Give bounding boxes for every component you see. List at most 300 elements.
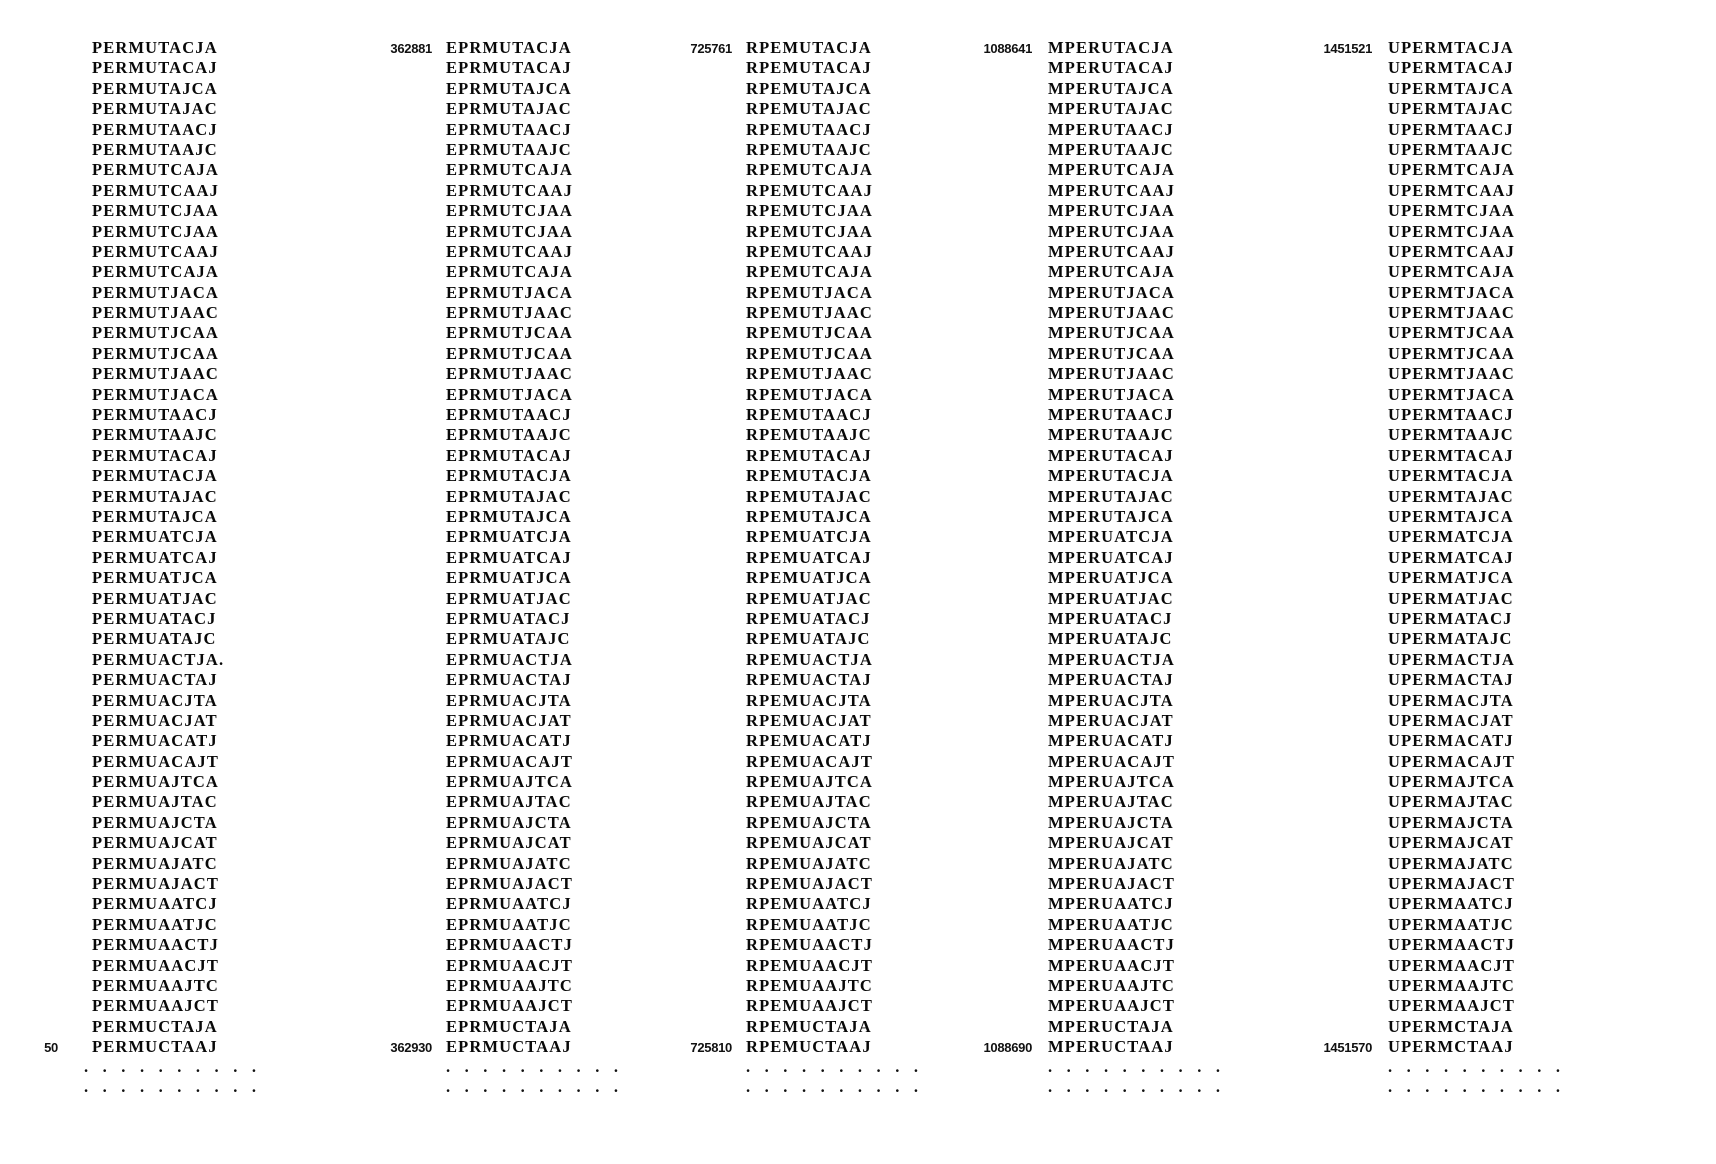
permutation-word: UPERMAAJCT [1388,996,1515,1016]
permutation-word: UPERMACTAJ [1388,670,1514,690]
listing-row [640,446,940,466]
listing-row [1280,283,1660,303]
listing-row [0,752,340,772]
permutation-word: RPEMUTAACJ [746,405,872,425]
permutation-word: UPERMTAJCA [1388,506,1514,526]
permutation-word: UPERMTAAJC [1388,139,1514,159]
listing-row [640,140,940,160]
permutation-word: PERMUAJCTA [92,812,218,832]
continuation-dots [1280,1078,1660,1098]
permutation-word: EPRMUAJATC [446,853,572,873]
permutation-word: EPRMUAACJT [446,955,573,975]
permutation-word: UPERMTAACJ [1388,119,1514,139]
listing-row [940,874,1280,894]
listing-row [1280,222,1660,242]
listing-row [640,976,940,996]
permutation-word: RPEMUAJACT [746,874,873,894]
permutation-word: MPERUAJACT [1048,874,1175,894]
permutation-word: MPERUACTAJ [1048,670,1174,690]
listing-row [0,487,340,507]
listing-row [640,833,940,853]
listing-row [1280,79,1660,99]
permutation-word: RPEMUTCAJA [746,262,873,282]
listing-row [640,548,940,568]
permutation-word: EPRMUTJAAC [446,364,573,384]
permutation-word: EPRMUTACAJ [446,58,572,78]
permutation-word: PERMUAJCAT [92,833,218,853]
permutation-word: PERMUTCAAJ [92,241,219,261]
listing-row [340,507,640,527]
permutation-word: EPRMUAJCAT [446,833,572,853]
permutation-word: RPEMUTJACA [746,282,873,302]
permutation-word: PERMUTACJA [92,466,218,486]
listing-row [640,691,940,711]
permutation-word: RPEMUTCAJA [746,160,873,180]
permutation-word: PERMUTAACJ [92,119,218,139]
listing-row [1280,589,1660,609]
listing-row [940,915,1280,935]
permutation-word: PERMUATCJA [92,527,218,547]
permutation-word: MPERUTJACA [1048,384,1175,404]
listing-row [0,344,340,364]
permutation-word: EPRMUTAAJC [446,425,572,445]
listing-row [0,915,340,935]
listing-row [0,548,340,568]
listing-row [940,854,1280,874]
listing-row [340,527,640,547]
permutation-word: MPERUCTAJA [1048,1016,1174,1036]
permutation-word: MPERUACJAT [1048,710,1174,730]
permutation-word: MPERUTJCAA [1048,343,1175,363]
permutation-word: UPERMATAJC [1388,629,1513,649]
permutation-word: PERMUTACAJ [92,445,218,465]
permutation-word: MPERUTJCAA [1048,323,1175,343]
listing-row [340,629,640,649]
permutation-word: MPERUAATJC [1048,914,1174,934]
listing-row [340,242,640,262]
permutation-word: MPERUACAJT [1048,751,1175,771]
continuation-dots [940,1058,1280,1078]
listing-row [640,894,940,914]
listing-row [640,752,940,772]
listing-row [640,58,940,78]
listing-row [340,283,640,303]
row-index: 1451521 [1323,41,1372,56]
permutation-word: EPRMUAATJC [446,914,572,934]
listing-row [0,283,340,303]
permutation-word: UPERMAJTCA [1388,772,1515,792]
listing-row [940,323,1280,343]
listing-row [640,650,940,670]
listing-row [0,731,340,751]
permutation-word: MPERUTCJAA [1048,221,1175,241]
permutation-word: RPEMUATJAC [746,588,872,608]
permutation-word: MPERUATCJA [1048,527,1174,547]
listing-row [0,854,340,874]
listing-row [340,99,640,119]
listing-row [340,711,640,731]
listing-row [640,303,940,323]
listing-row [1280,833,1660,853]
listing-row [940,670,1280,690]
permutation-word: MPERUTJAAC [1048,364,1175,384]
permutation-word: MPERUTAACJ [1048,405,1174,425]
listing-row [340,691,640,711]
listing-row [640,507,940,527]
listing-row [940,711,1280,731]
listing-row [0,242,340,262]
listing-row [640,1017,940,1037]
permutation-word: PERMUATJCA [92,568,218,588]
permutation-word: MPERUATJCA [1048,568,1174,588]
continuation-dots [340,1078,640,1098]
permutation-word: EPRMUTAJAC [446,99,572,119]
listing-row [0,650,340,670]
listing-row [940,1017,1280,1037]
permutation-word: RPEMUTJCAA [746,323,873,343]
permutation-word: EPRMUACATJ [446,731,572,751]
permutation-word: EPRMUTJCAA [446,343,573,363]
permutation-word: EPRMUACJAT [446,710,572,730]
listing-row [940,120,1280,140]
listing-row [0,385,340,405]
listing-row [940,242,1280,262]
permutation-word: MPERUTAJCA [1048,78,1174,98]
permutation-word: EPRMUACTAJ [446,670,572,690]
listing-row [1280,487,1660,507]
listing-row [940,283,1280,303]
listing-row [640,262,940,282]
dots-text: . . . . . . . . . . [746,1076,924,1096]
dots-text: . . . . . . . . . . [84,1056,262,1076]
permutation-word: RPEMUAATCJ [746,894,872,914]
listing-row [0,691,340,711]
listing-row [1280,527,1660,547]
permutation-word: UPERMACJTA [1388,690,1514,710]
listing-row [1280,874,1660,894]
listing-row [0,996,340,1016]
permutation-word: MPERUTCJAA [1048,201,1175,221]
listing-row [640,956,940,976]
permutation-word: RPEMUTACJA [746,466,872,486]
permutation-word: UPERMTCAAJ [1388,241,1515,261]
listing-row [940,507,1280,527]
listing-row [340,364,640,384]
permutation-word: MPERUATJAC [1048,588,1174,608]
listing-row [340,222,640,242]
listing-row [640,792,940,812]
listing-row [1280,568,1660,588]
listing-row [0,833,340,853]
listing-row [640,425,940,445]
permutation-word: UPERMTCAAJ [1388,180,1515,200]
permutation-word: RPEMUTJCAA [746,343,873,363]
permutation-word: EPRMUATJAC [446,588,572,608]
permutation-word: UPERMACTJA [1388,649,1515,669]
dots-text: . . . . . . . . . . [746,1056,924,1076]
permutation-word: RPEMUTCJAA [746,221,873,241]
listing-row [640,629,940,649]
listing-row [340,935,640,955]
listing-row [940,609,1280,629]
permutation-word: EPRMUTJAAC [446,303,573,323]
listing-row [340,201,640,221]
listing-row [1280,242,1660,262]
listing-row [0,711,340,731]
dots-text: . . . . . . . . . . [1388,1056,1566,1076]
listing-row [640,568,940,588]
listing-row [640,120,940,140]
listing-row [1280,160,1660,180]
permutation-word: RPEMUACTJA [746,649,873,669]
permutation-word: PERMUAACJT [92,955,219,975]
permutation-word: EPRMUAACTJ [446,935,573,955]
listing-row [1280,466,1660,486]
permutation-word: RPEMUAAJTC [746,975,873,995]
listing-row [340,650,640,670]
permutation-word: PERMUTCJAA [92,201,219,221]
listing-row [0,894,340,914]
listing-row [940,79,1280,99]
listing-row [340,854,640,874]
permutation-word: PERMUTJAAC [92,364,219,384]
listing-row [340,79,640,99]
listing-row [0,589,340,609]
permutation-word: EPRMUTAJCA [446,78,572,98]
listing-row [0,425,340,445]
listing-row [1280,425,1660,445]
continuation-dots [640,1058,940,1078]
permutation-word: MPERUTACAJ [1048,445,1174,465]
continuation-dots [0,1078,340,1098]
listing-row [340,303,640,323]
permutation-word: UPERMTACJA [1388,38,1514,57]
permutation-word: MPERUAJTAC [1048,792,1174,812]
permutation-word: MPERUATACJ [1048,608,1173,628]
permutation-word: PERMUAJTCA [92,772,219,792]
listing-row [0,140,340,160]
listing-row [0,956,340,976]
listing-row [640,527,940,547]
listing-row [0,38,340,58]
permutation-word: RPEMUAJCAT [746,833,872,853]
permutation-word: RPEMUACAJT [746,751,873,771]
permutation-word: UPERMAATCJ [1388,894,1514,914]
permutation-word: RPEMUCTAAJ [746,1037,872,1057]
listing-row [940,813,1280,833]
listing-row [1280,650,1660,670]
column-1 [0,38,340,1098]
column-3 [640,38,940,1098]
listing-row [640,364,940,384]
listing-row [340,670,640,690]
permutation-word: EPRMUAJTAC [446,792,572,812]
listing-row [340,58,640,78]
listing-row [0,507,340,527]
permutation-word: PERMUTAJAC [92,486,218,506]
listing-row [640,99,940,119]
listing-row [640,160,940,180]
listing-row [940,568,1280,588]
permutation-word: PERMUTJACA [92,384,219,404]
listing-row [1280,813,1660,833]
listing-row [940,935,1280,955]
permutation-word: EPRMUTJCAA [446,323,573,343]
permutation-word: UPERMTCJAA [1388,201,1515,221]
listing-row [340,262,640,282]
permutation-word: PERMUACTJA. [92,649,225,669]
listing-row [0,405,340,425]
permutation-word: UPERMTJAAC [1388,364,1515,384]
listing-row [940,364,1280,384]
permutation-word: UPERMTACAJ [1388,445,1514,465]
permutation-word: PERMUACAJT [92,751,219,771]
permutation-word: RPEMUTCAAJ [746,241,873,261]
permutation-word: EPRMUACJTA [446,690,572,710]
permutation-word: UPERMATJAC [1388,588,1514,608]
permutation-word: RPEMUAAJCT [746,996,873,1016]
permutation-word: MPERUTACAJ [1048,58,1174,78]
listing-row [940,752,1280,772]
permutation-word: EPRMUACTJA [446,649,573,669]
permutation-word: EPRMUAJTCA [446,772,573,792]
listing-row [340,792,640,812]
permutation-word: EPRMUTCJAA [446,201,573,221]
permutation-word: EPRMUTCAAJ [446,241,573,261]
listing-row [340,915,640,935]
listing-row [340,466,640,486]
listing-row [1280,691,1660,711]
permutation-word: PERMUATACJ [92,608,217,628]
listing-row [1280,956,1660,976]
listing-row [940,446,1280,466]
permutation-word: UPERMAJTAC [1388,792,1514,812]
permutation-word: UPERMTJACA [1388,384,1515,404]
listing-row [1280,548,1660,568]
continuation-dots [1280,1058,1660,1078]
listing-row [1280,1017,1660,1037]
permutation-word: MPERUTAAJC [1048,139,1174,159]
permutation-word: UPERMACAJT [1388,751,1515,771]
listing-row [340,487,640,507]
listing-row [1280,58,1660,78]
permutation-word: MPERUTAJAC [1048,486,1174,506]
row-index: 1088641 [983,41,1032,56]
permutation-word: PERMUTCAAJ [92,180,219,200]
permutation-word: PERMUAAJCT [92,996,219,1016]
listing-row [940,58,1280,78]
continuation-dots [940,1078,1280,1098]
listing-row [340,956,640,976]
permutation-word: EPRMUTAJAC [446,486,572,506]
permutation-word: RPEMUAACTJ [746,935,873,955]
listing-row [640,181,940,201]
permutation-word: MPERUTCAJA [1048,160,1175,180]
permutation-word: PERMUAATCJ [92,894,218,914]
permutation-word: MPERUACATJ [1048,731,1174,751]
permutation-word: EPRMUATCJA [446,527,572,547]
listing-columns [0,38,1716,1098]
permutation-word: EPRMUTACJA [446,466,572,486]
permutation-word: UPERMTCAJA [1388,262,1515,282]
permutation-word: RPEMUAJTAC [746,792,872,812]
permutation-word: RPEMUACJTA [746,690,872,710]
permutation-word: MPERUAACJT [1048,955,1175,975]
listing-row [1280,609,1660,629]
permutation-word: EPRMUTAACJ [446,405,572,425]
listing-row [640,772,940,792]
permutation-word: EPRMUATCAJ [446,547,572,567]
permutation-word: UPERMCTAAJ [1388,1037,1514,1057]
permutation-word: MPERUTACJA [1048,38,1174,57]
listing-row [0,609,340,629]
listing-row [340,833,640,853]
listing-row [640,344,940,364]
listing-row [340,323,640,343]
permutation-word: UPERMAACJT [1388,955,1515,975]
permutation-word: MPERUAJCAT [1048,833,1174,853]
permutation-word: EPRMUTJACA [446,384,573,404]
listing-row [940,1037,1280,1057]
permutation-word: EPRMUTCAJA [446,160,573,180]
listing-row [340,731,640,751]
listing-row [0,201,340,221]
listing-row [940,527,1280,547]
permutation-word: EPRMUATACJ [446,608,571,628]
permutation-word: MPERUTAJAC [1048,99,1174,119]
permutation-word: RPEMUAJTCA [746,772,873,792]
permutation-word: MPERUTAJCA [1048,506,1174,526]
permutation-word: EPRMUTCAAJ [446,180,573,200]
permutation-word: UPERMAJCTA [1388,812,1514,832]
permutation-word: RPEMUATACJ [746,608,871,628]
permutation-word: EPRMUTACAJ [446,445,572,465]
permutation-word: UPERMTACJA [1388,466,1514,486]
listing-row [1280,752,1660,772]
permutation-word: PERMUAJTAC [92,792,218,812]
permutation-word: MPERUCTAAJ [1048,1037,1174,1057]
listing-row [340,589,640,609]
listing-row [640,813,940,833]
permutation-word: EPRMUTAACJ [446,119,572,139]
listing-row [340,996,640,1016]
permutation-word: PERMUTAJCA [92,78,218,98]
permutation-word: PERMUTCAJA [92,262,219,282]
permutation-word: UPERMTCAJA [1388,160,1515,180]
listing-row [1280,405,1660,425]
permutation-word: MPERUTJAAC [1048,303,1175,323]
permutation-word: MPERUAJATC [1048,853,1174,873]
listing-row [0,58,340,78]
listing-row [1280,915,1660,935]
listing-row [0,792,340,812]
listing-row [940,181,1280,201]
permutation-word: RPEMUAACJT [746,955,873,975]
listing-row [340,446,640,466]
listing-row [340,568,640,588]
listing-row [640,731,940,751]
listing-row [0,527,340,547]
listing-row [340,813,640,833]
permutation-word: PERMUACJAT [92,710,218,730]
listing-row [1280,140,1660,160]
permutation-word: EPRMUAAJCT [446,996,573,1016]
permutation-word: RPEMUTAJCA [746,78,872,98]
row-index: 725810 [690,1040,732,1056]
listing-row [1280,262,1660,282]
permutation-word: PERMUTJCAA [92,323,219,343]
permutation-word: UPERMATCJA [1388,527,1514,547]
